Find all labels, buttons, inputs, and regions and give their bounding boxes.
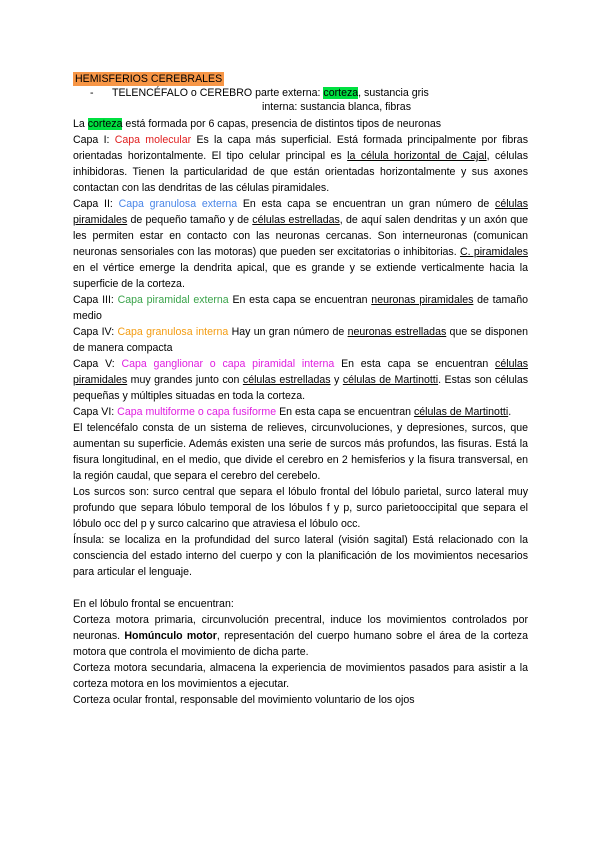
- capa-6-name: Capa multiforme o capa fusiforme: [117, 406, 277, 418]
- capa-4-underline: neuronas estrelladas: [347, 326, 447, 338]
- frontal-intro: En el lóbulo frontal se encuentran:: [73, 598, 234, 610]
- telencefalo-paragraph: El telencéfalo consta de un sistema de relieves, circunvoluciones, y depresiones, surcos, que aumentan su superficie. Además existen una serie de surcos más profundos, las fisuras. Está la fisura longitudinal, en el medio, que divide el cerebro en 2 hemisferios y la fisura transversal, en la región caudal, que separa el cerebro del cerebelo.: [73, 422, 528, 482]
- capa-1-underline: la célula horizontal de Cajal: [347, 150, 487, 162]
- capa-4-text: Hay un gran número de: [228, 326, 348, 338]
- capa-3-paragraph: [73, 292, 528, 324]
- interna-line: interna: sustancia blanca, fibras: [262, 101, 411, 113]
- homunculo-motor-bold: Homúnculo motor: [124, 630, 217, 642]
- capa-6-text: En esta capa se encuentran: [276, 406, 414, 418]
- capa-2-underline-2: células estrelladas: [252, 214, 340, 226]
- capa-5-label: Capa V:: [73, 358, 122, 370]
- motora-primaria-text: Corteza motora primaria, circunvolución precentral, induce los movimientos controlados por neuronas.: [73, 614, 528, 642]
- capa-4-label: Capa IV:: [73, 326, 118, 338]
- capa-4-text-2: que se disponen de manera compacta: [73, 326, 528, 354]
- intro-rest: está formada por 6 capas, presencia de distintos tipos de neuronas: [122, 118, 442, 130]
- intro-la: La: [73, 118, 88, 130]
- capa-3-label: Capa III:: [73, 294, 118, 306]
- capa-1-text-2: , células inhibidoras. Tienen la particularidad de que están orientadas horizontalmente y sus axones contactan con las dendritas de las células piramidales.: [73, 150, 528, 194]
- capa-5-text-4: . Estas son células pequeñas y múltiples situadas en toda la corteza.: [73, 374, 529, 402]
- capa-5-text: En esta capa se encuentran: [334, 358, 496, 370]
- intro-corteza-highlight: corteza: [87, 118, 123, 130]
- paragraph-gap: [73, 580, 528, 596]
- capa-3-text: En esta capa se encuentran: [228, 294, 372, 306]
- intro-paragraph: [73, 116, 528, 132]
- capa-5-underline-3: células de Martinotti: [342, 374, 439, 386]
- motora-secundaria-paragraph: Corteza motora secundaria, almacena la experiencia de movimientos pasados para asistir a la corteza motora en los movimientos a ejecutar.: [73, 662, 528, 690]
- capa-2-name: Capa granulosa externa: [118, 198, 238, 210]
- document-body: [73, 116, 528, 708]
- capa-1-label: Capa I:: [73, 134, 115, 146]
- capa-3-underline: neuronas piramidales: [371, 294, 474, 306]
- capa-5-text-3: y: [330, 374, 343, 386]
- capa-2-text-2: de pequeño tamaño y de: [127, 214, 253, 226]
- capa-2-underline-1: células piramidales: [73, 198, 528, 226]
- capa-3-text-2: de tamaño medio: [73, 294, 528, 322]
- capa-5-paragraph: [73, 356, 528, 404]
- capa-1-paragraph: [73, 132, 528, 196]
- capa-2-paragraph: [73, 196, 528, 292]
- insula-paragraph: Ínsula: se localiza en la profundidad del surco lateral (visión sagital) Está relacionado con la consciencia del estado interno del cuerpo y con la planificación de los movimientos necesarios para articular el lenguaje.: [73, 534, 528, 578]
- corteza-highlight: corteza: [323, 87, 359, 99]
- telencefalo-label: TELENCÉFALO o CEREBRO: [112, 87, 253, 99]
- capa-4-paragraph: [73, 324, 528, 356]
- capa-4-name: Capa granulosa interna: [117, 326, 229, 338]
- capa-2-text-4: en el vértice emerge la dendrita apical, que es grande y se extiende verticalmente hacia la superficie de la corteza.: [73, 262, 528, 290]
- capa-2-text: En esta capa se encuentran un gran número de: [237, 198, 496, 210]
- capa-2-underline-3: C. piramidales: [459, 246, 528, 258]
- capa-1-text: Es la capa más superficial. Está formada principalmente por fibras orientadas horizontalmente. El tipo celular principal es: [73, 134, 528, 162]
- capa-5-name: Capa ganglionar o capa piramidal interna: [121, 358, 335, 370]
- bullet-dash: -: [90, 87, 94, 99]
- document-title: HEMISFERIOS CEREBRALES: [75, 73, 223, 85]
- surcos-paragraph: Los surcos son: surco central que separa el lóbulo frontal del lóbulo parietal, surco lateral muy profundo que separa lóbulo temporal de los lóbulos f y p, surco parietooccipital que separa el lóbulo occ del p y surco calcarino que atraviesa el lóbulo occ.: [73, 486, 528, 530]
- capa-6-label: Capa VI:: [73, 406, 118, 418]
- sustancia-gris-text: , sustancia gris: [358, 87, 429, 99]
- parte-externa-label: parte externa:: [255, 87, 321, 99]
- ocular-paragraph: Corteza ocular frontal, responsable del movimiento voluntario de los ojos: [73, 694, 415, 706]
- capa-2-text-3: , de aquí salen dendritas y un axón que les permiten estar en contacto con las neuronas cercanas. Son interneuronas (comunican neuronas sensoriales con las motoras) que pueden ser excitatorias o inhibitorias.: [73, 214, 529, 258]
- motora-primaria-text-2: , representación del cuerpo humano sobre el área de la corteza motora que controla el movimiento de dicha parte.: [73, 630, 528, 658]
- capa-6-paragraph: [73, 404, 528, 420]
- capa-5-underline-2: células estrelladas: [242, 374, 331, 386]
- capa-6-text-2: .: [508, 406, 512, 418]
- capa-5-text-2: muy grandes junto con: [127, 374, 243, 386]
- capa-3-name: Capa piramidal externa: [117, 294, 229, 306]
- capa-1-name: Capa molecular: [114, 134, 192, 146]
- motora-primaria-paragraph: [73, 612, 528, 660]
- capa-5-underline-1: células piramidales: [73, 358, 529, 386]
- capa-2-label: Capa II:: [73, 198, 119, 210]
- capa-6-underline: células de Martinotti: [413, 406, 509, 418]
- telencefalo-line: [90, 86, 429, 100]
